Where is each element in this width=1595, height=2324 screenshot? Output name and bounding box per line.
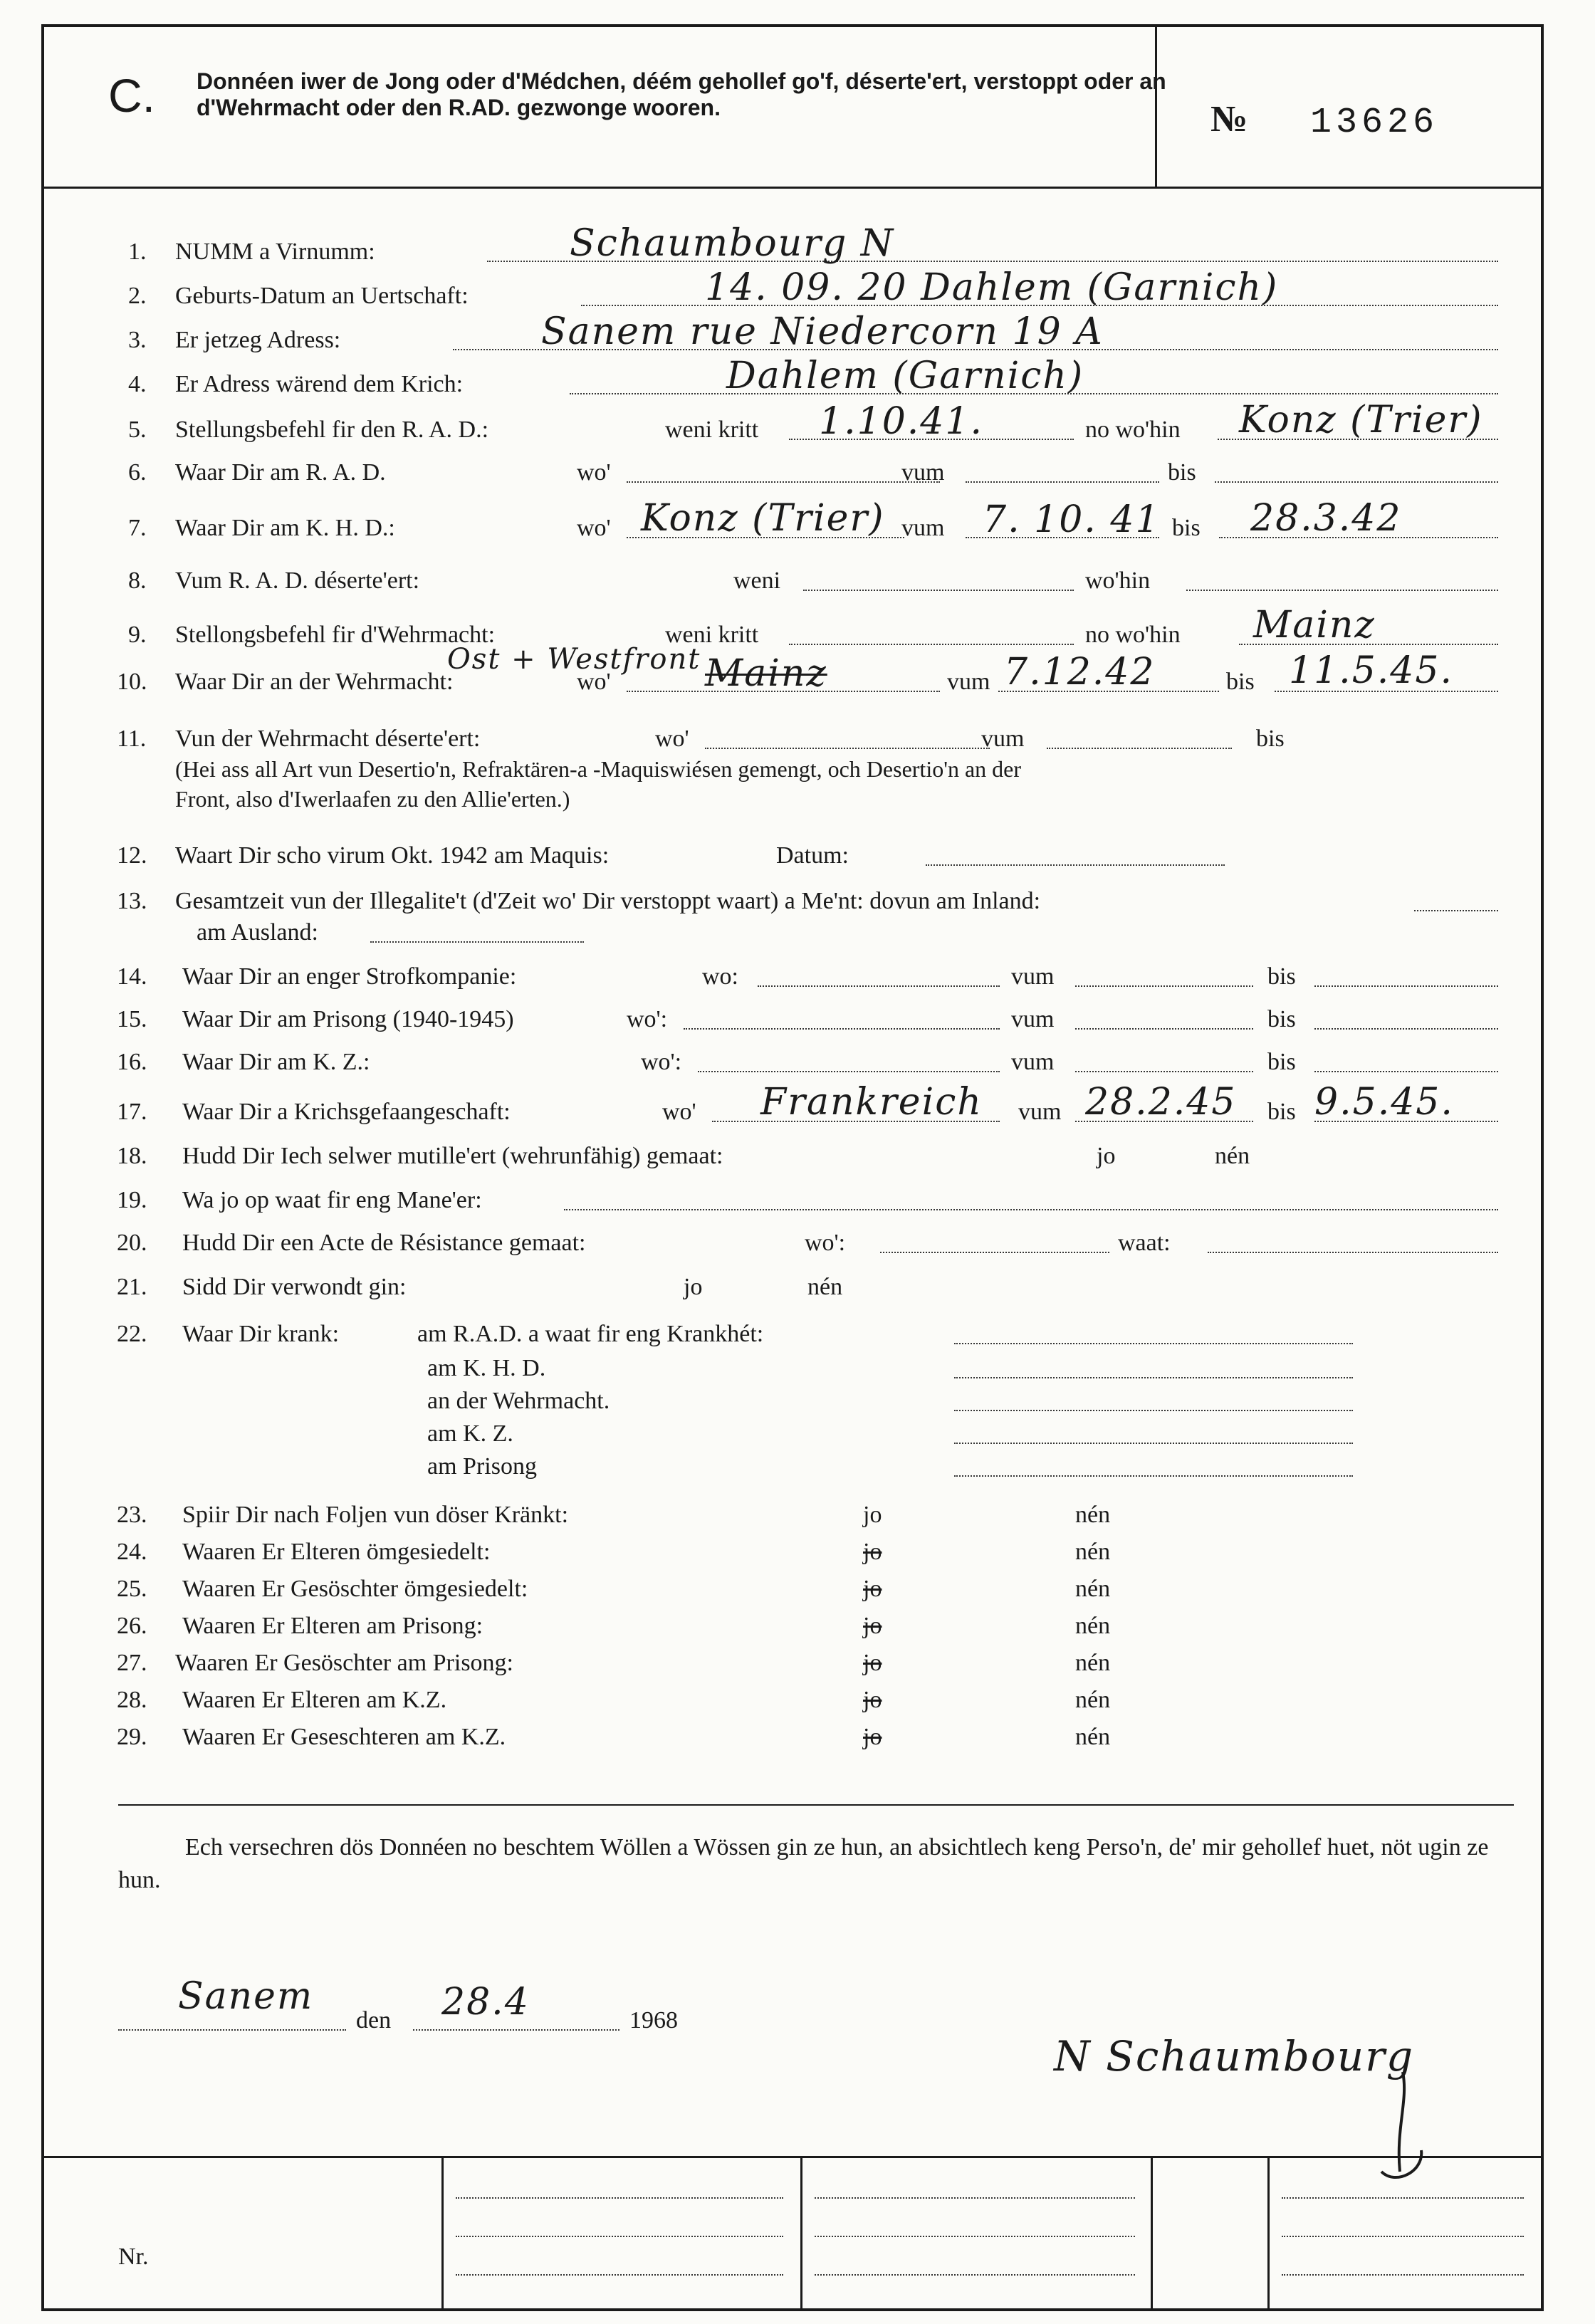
q25-yes-struck: jo — [863, 1576, 882, 1602]
q13-number: 13. — [117, 888, 147, 914]
q14-number: 14. — [117, 963, 147, 990]
q2-number: 2. — [128, 283, 147, 309]
footer-col-3 — [1151, 2156, 1153, 2311]
q13-abroad-line — [370, 941, 584, 943]
q3-number: 3. — [128, 327, 147, 353]
q5-label: Stellungsbefehl fir den R. A. D.: — [175, 417, 489, 443]
q18-number: 18. — [117, 1143, 147, 1169]
q22-khd-line — [954, 1377, 1353, 1378]
q5-when-label: weni kritt — [665, 417, 759, 443]
q24-yes-struck: jo — [863, 1539, 882, 1565]
q15-to-label: bis — [1267, 1006, 1296, 1032]
footer-line-c1 — [1282, 2197, 1524, 2199]
q22-number: 22. — [117, 1321, 147, 1347]
q1-name-value: Schaumbourg N — [570, 222, 895, 265]
q2-birth-value: 14. 09. 20 Dahlem (Garnich) — [705, 266, 1279, 309]
q7-where-label: wo' — [577, 515, 611, 541]
q23-label: Spiir Dir nach Foljen vun döser Kränkt: — [182, 1502, 569, 1528]
q6-label: Waar Dir am R. A. D. — [175, 459, 386, 486]
q15-to-line — [1314, 1028, 1498, 1030]
q15-from-label: vum — [1011, 1006, 1055, 1032]
q7-where-value: Konz (Trier) — [641, 497, 885, 540]
footer-line-c3 — [1282, 2274, 1524, 2276]
q11-number: 11. — [117, 726, 147, 752]
q26-no: nén — [1075, 1613, 1111, 1639]
q7-number: 7. — [128, 515, 147, 541]
q4-war-address-value: Dahlem (Garnich) — [726, 355, 1084, 397]
date-line — [413, 2029, 619, 2031]
q10-from-label: vum — [947, 669, 990, 695]
q28-label: Waaren Er Elteren am K.Z. — [182, 1687, 447, 1713]
number-sign: № — [1210, 99, 1248, 140]
q16-from-label: vum — [1011, 1049, 1055, 1075]
q6-to-label: bis — [1168, 459, 1196, 486]
q20-label: Hudd Dir een Acte de Résistance gemaat: — [182, 1230, 586, 1256]
q24-no: nén — [1075, 1539, 1111, 1565]
q16-to-label: bis — [1267, 1049, 1296, 1075]
q14-from-label: vum — [1011, 963, 1055, 990]
q11-where-label: wo' — [655, 726, 689, 752]
q9-when-line — [789, 644, 1074, 645]
nr-label: Nr. — [118, 2244, 149, 2270]
q22-rad-label: am R.A.D. a waat fir eng Krankhét: — [417, 1321, 764, 1347]
q11-note-line1: (Hei ass all Art vun Desertio'n, Refraktären-a -Maquiswiésen gemengt, och Desertio'n an der — [175, 756, 1022, 782]
q9-where-label: no wo'hin — [1085, 622, 1181, 648]
q16-from-line — [1075, 1071, 1253, 1072]
q13-inland-line — [1414, 910, 1498, 911]
footer-col-4 — [1267, 2156, 1270, 2311]
footer-col-1 — [441, 2156, 444, 2311]
q11-label: Vun der Wehrmacht déserte'ert: — [175, 726, 481, 752]
q6-where-label: wo' — [577, 459, 611, 486]
q14-where-label: wo: — [702, 963, 738, 990]
q6-where-line — [627, 481, 940, 483]
q10-to-value: 11.5.45. — [1289, 649, 1454, 692]
q22-label: Waar Dir krank: — [182, 1321, 340, 1347]
q18-no: nén — [1215, 1143, 1250, 1169]
q15-where-label: wo': — [627, 1006, 668, 1032]
footer-line-a1 — [456, 2197, 783, 2199]
q7-from-label: vum — [901, 515, 945, 541]
q11-where-line — [705, 748, 990, 749]
q16-to-line — [1314, 1071, 1498, 1072]
q12-date-line — [926, 864, 1225, 866]
q19-number: 19. — [117, 1187, 147, 1213]
q22-rad-line — [954, 1343, 1353, 1344]
q17-from-value: 28.2.45 — [1085, 1081, 1237, 1124]
q29-label: Waaren Er Geseschteren am K.Z. — [182, 1724, 506, 1750]
q10-from-value: 7.12.42 — [1004, 651, 1156, 693]
q26-number: 26. — [117, 1613, 147, 1639]
q28-number: 28. — [117, 1687, 147, 1713]
q29-number: 29. — [117, 1724, 147, 1750]
q8-number: 8. — [128, 567, 147, 594]
q29-no: nén — [1075, 1724, 1111, 1750]
q15-where-line — [684, 1028, 1000, 1030]
q27-yes-struck: jo — [863, 1650, 882, 1676]
q10-where-value: Mainz — [705, 652, 827, 695]
q23-number: 23. — [117, 1502, 147, 1528]
q4-label: Er Adress wärend dem Krich: — [175, 371, 464, 397]
q11-to-label: bis — [1256, 726, 1285, 752]
q11-from-line — [1047, 748, 1232, 749]
q5-where-value: Konz (Trier) — [1239, 399, 1483, 441]
q25-label: Waaren Er Gesöschter ömgesiedelt: — [182, 1576, 528, 1602]
q24-number: 24. — [117, 1539, 147, 1565]
q23-no: nén — [1075, 1502, 1111, 1528]
q12-date-label: Datum: — [776, 842, 849, 869]
signature-date: 28.4 — [441, 1981, 530, 2024]
q17-number: 17. — [117, 1099, 147, 1125]
q21-number: 21. — [117, 1274, 147, 1300]
q5-when-value: 1.10.41. — [819, 400, 984, 443]
declaration-separator — [118, 1804, 1514, 1806]
q22-prison-label: am Prisong — [427, 1453, 537, 1480]
q27-no: nén — [1075, 1650, 1111, 1676]
q6-from-line — [966, 481, 1159, 483]
footer-line-a2 — [456, 2236, 783, 2237]
q12-label: Waart Dir scho virum Okt. 1942 am Maquis: — [175, 842, 610, 869]
q12-number: 12. — [117, 842, 147, 869]
handwritten-signature: N Schaumbourg — [1054, 2032, 1414, 2080]
q25-number: 25. — [117, 1576, 147, 1602]
q10-to-label: bis — [1226, 669, 1255, 695]
q1-label: NUMM a Virnumm: — [175, 239, 375, 265]
q21-label: Sidd Dir verwondt gin: — [182, 1274, 407, 1300]
q9-label: Stellongsbefehl fir d'Wehrmacht: — [175, 622, 496, 648]
q5-where-label: no wo'hin — [1085, 417, 1181, 443]
q16-number: 16. — [117, 1049, 147, 1075]
place-line — [118, 2029, 346, 2031]
q16-where-line — [698, 1071, 1000, 1072]
q10-label: Waar Dir an der Wehrmacht: — [175, 669, 454, 695]
q20-where-label: wo': — [805, 1230, 846, 1256]
q5-number: 5. — [128, 417, 147, 443]
q14-to-label: bis — [1267, 963, 1296, 990]
signature-year: 1968 — [629, 2007, 678, 2034]
q28-yes-struck: jo — [863, 1687, 882, 1713]
q22-wehrmacht-line — [954, 1410, 1353, 1411]
q13-label: Gesamtzeit vun der Illegalite't (d'Zeit wo' Dir verstoppt waart) a Me'nt: dovun am Inland: — [175, 888, 1041, 914]
q17-to-value: 9.5.45. — [1314, 1081, 1454, 1124]
q27-number: 27. — [117, 1650, 147, 1676]
q9-when-label: weni kritt — [665, 622, 759, 648]
q2-label: Geburts-Datum an Uertschaft: — [175, 283, 469, 309]
q16-label: Waar Dir am K. Z.: — [182, 1049, 370, 1075]
q11-note-line2: Front, also d'Iwerlaafen zu den Allie'erten.) — [175, 786, 570, 812]
declaration-text: Ech versechren dös Donnéen no beschtem Wöllen a Wössen gin ze hun, an absichtlech keng Perso'n, de' mir gehollef huet, nöt ugin ze hun. — [118, 1834, 1489, 1893]
q18-yes: jo — [1097, 1143, 1116, 1169]
q14-from-line — [1075, 985, 1253, 987]
q10-where-label: wo' — [577, 669, 611, 695]
footer-line-a3 — [456, 2274, 783, 2276]
q3-address-value: Sanem rue Niedercorn 19 A — [541, 310, 1104, 353]
q15-number: 15. — [117, 1006, 147, 1032]
q10-front-note: Ost + Westfront — [447, 643, 701, 676]
q11-from-label: vum — [981, 726, 1025, 752]
q7-from-value: 7. 10. 41 — [983, 498, 1161, 541]
q17-where-label: wo' — [662, 1099, 696, 1125]
q7-to-value: 28.3.42 — [1250, 497, 1402, 540]
q4-number: 4. — [128, 371, 147, 397]
section-letter: C. — [108, 69, 155, 122]
q22-khd-label: am K. H. D. — [427, 1355, 546, 1381]
q17-where-value: Frankreich — [760, 1081, 983, 1124]
q8-label: Vum R. A. D. déserte'ert: — [175, 567, 420, 594]
q8-when-label: weni — [733, 567, 781, 594]
q28-no: nén — [1075, 1687, 1111, 1713]
q6-to-line — [1215, 481, 1498, 483]
q22-prison-line — [954, 1475, 1353, 1477]
q17-label: Waar Dir a Krichsgefaangeschaft: — [182, 1099, 511, 1125]
q9-number: 9. — [128, 622, 147, 648]
q29-yes-struck: jo — [863, 1724, 882, 1750]
q19-label: Wa jo op waat fir eng Mane'er: — [182, 1187, 482, 1213]
q20-what-line — [1208, 1252, 1498, 1253]
q24-label: Waaren Er Elteren ömgesiedelt: — [182, 1539, 491, 1565]
q3-label: Er jetzeg Adress: — [175, 327, 341, 353]
q15-label: Waar Dir am Prisong (1940-1945) — [182, 1006, 514, 1032]
q22-kz-label: am K. Z. — [427, 1420, 513, 1447]
q13-abroad-label: am Ausland: — [197, 919, 318, 946]
q7-to-label: bis — [1172, 515, 1201, 541]
footer-col-2 — [800, 2156, 802, 2311]
footer-line-b3 — [815, 2274, 1135, 2276]
q21-yes: jo — [684, 1274, 703, 1300]
q8-when-line — [803, 590, 1074, 591]
q21-no: nén — [807, 1274, 843, 1300]
q14-to-line — [1314, 985, 1498, 987]
q18-label: Hudd Dir Iech selwer mutille'ert (wehrunfähig) gemaat: — [182, 1143, 723, 1169]
q7-label: Waar Dir am K. H. D.: — [175, 515, 395, 541]
q14-label: Waar Dir an enger Strofkompanie: — [182, 963, 517, 990]
q9-where-value: Mainz — [1253, 604, 1376, 647]
q22-wehrmacht-label: an der Wehrmacht. — [427, 1388, 610, 1414]
q16-where-label: wo': — [641, 1049, 682, 1075]
q25-no: nén — [1075, 1576, 1111, 1602]
footer-line-b1 — [815, 2197, 1135, 2199]
footer-line-b2 — [815, 2236, 1135, 2237]
q8-where-label: wo'hin — [1085, 567, 1151, 594]
q6-from-label: vum — [901, 459, 945, 486]
q17-from-label: vum — [1018, 1099, 1062, 1125]
q23-yes: jo — [863, 1502, 882, 1528]
q20-what-label: waat: — [1118, 1230, 1171, 1256]
q8-where-line — [1186, 590, 1498, 591]
q22-kz-line — [954, 1443, 1353, 1444]
q10-number: 10. — [117, 669, 147, 695]
q15-from-line — [1075, 1028, 1253, 1030]
q19-line — [564, 1209, 1498, 1210]
q1-number: 1. — [128, 239, 147, 265]
footer-top-rule — [41, 2156, 1544, 2158]
q20-where-line — [880, 1252, 1109, 1253]
signature-place: Sanem — [178, 1975, 314, 2018]
q6-number: 6. — [128, 459, 147, 486]
den-label: den — [356, 2007, 392, 2034]
q20-number: 20. — [117, 1230, 147, 1256]
q27-label: Waaren Er Gesöschter am Prisong: — [175, 1650, 514, 1676]
form-number: 13626 — [1310, 103, 1439, 143]
footer-line-c2 — [1282, 2236, 1524, 2237]
q26-yes-struck: jo — [863, 1613, 882, 1639]
q26-label: Waaren Er Elteren am Prisong: — [182, 1613, 483, 1639]
header-divider — [41, 187, 1544, 189]
q17-to-label: bis — [1267, 1099, 1296, 1125]
signature-flourish — [1353, 2065, 1445, 2186]
q14-where-line — [758, 985, 1000, 987]
form-title: Donnéen iwer de Jong oder d'Médchen, déém gehollef go'f, déserte'ert, verstoppt oder an d'Wehrmacht oder den R.AD. gezwonge wooren. — [197, 68, 1166, 120]
